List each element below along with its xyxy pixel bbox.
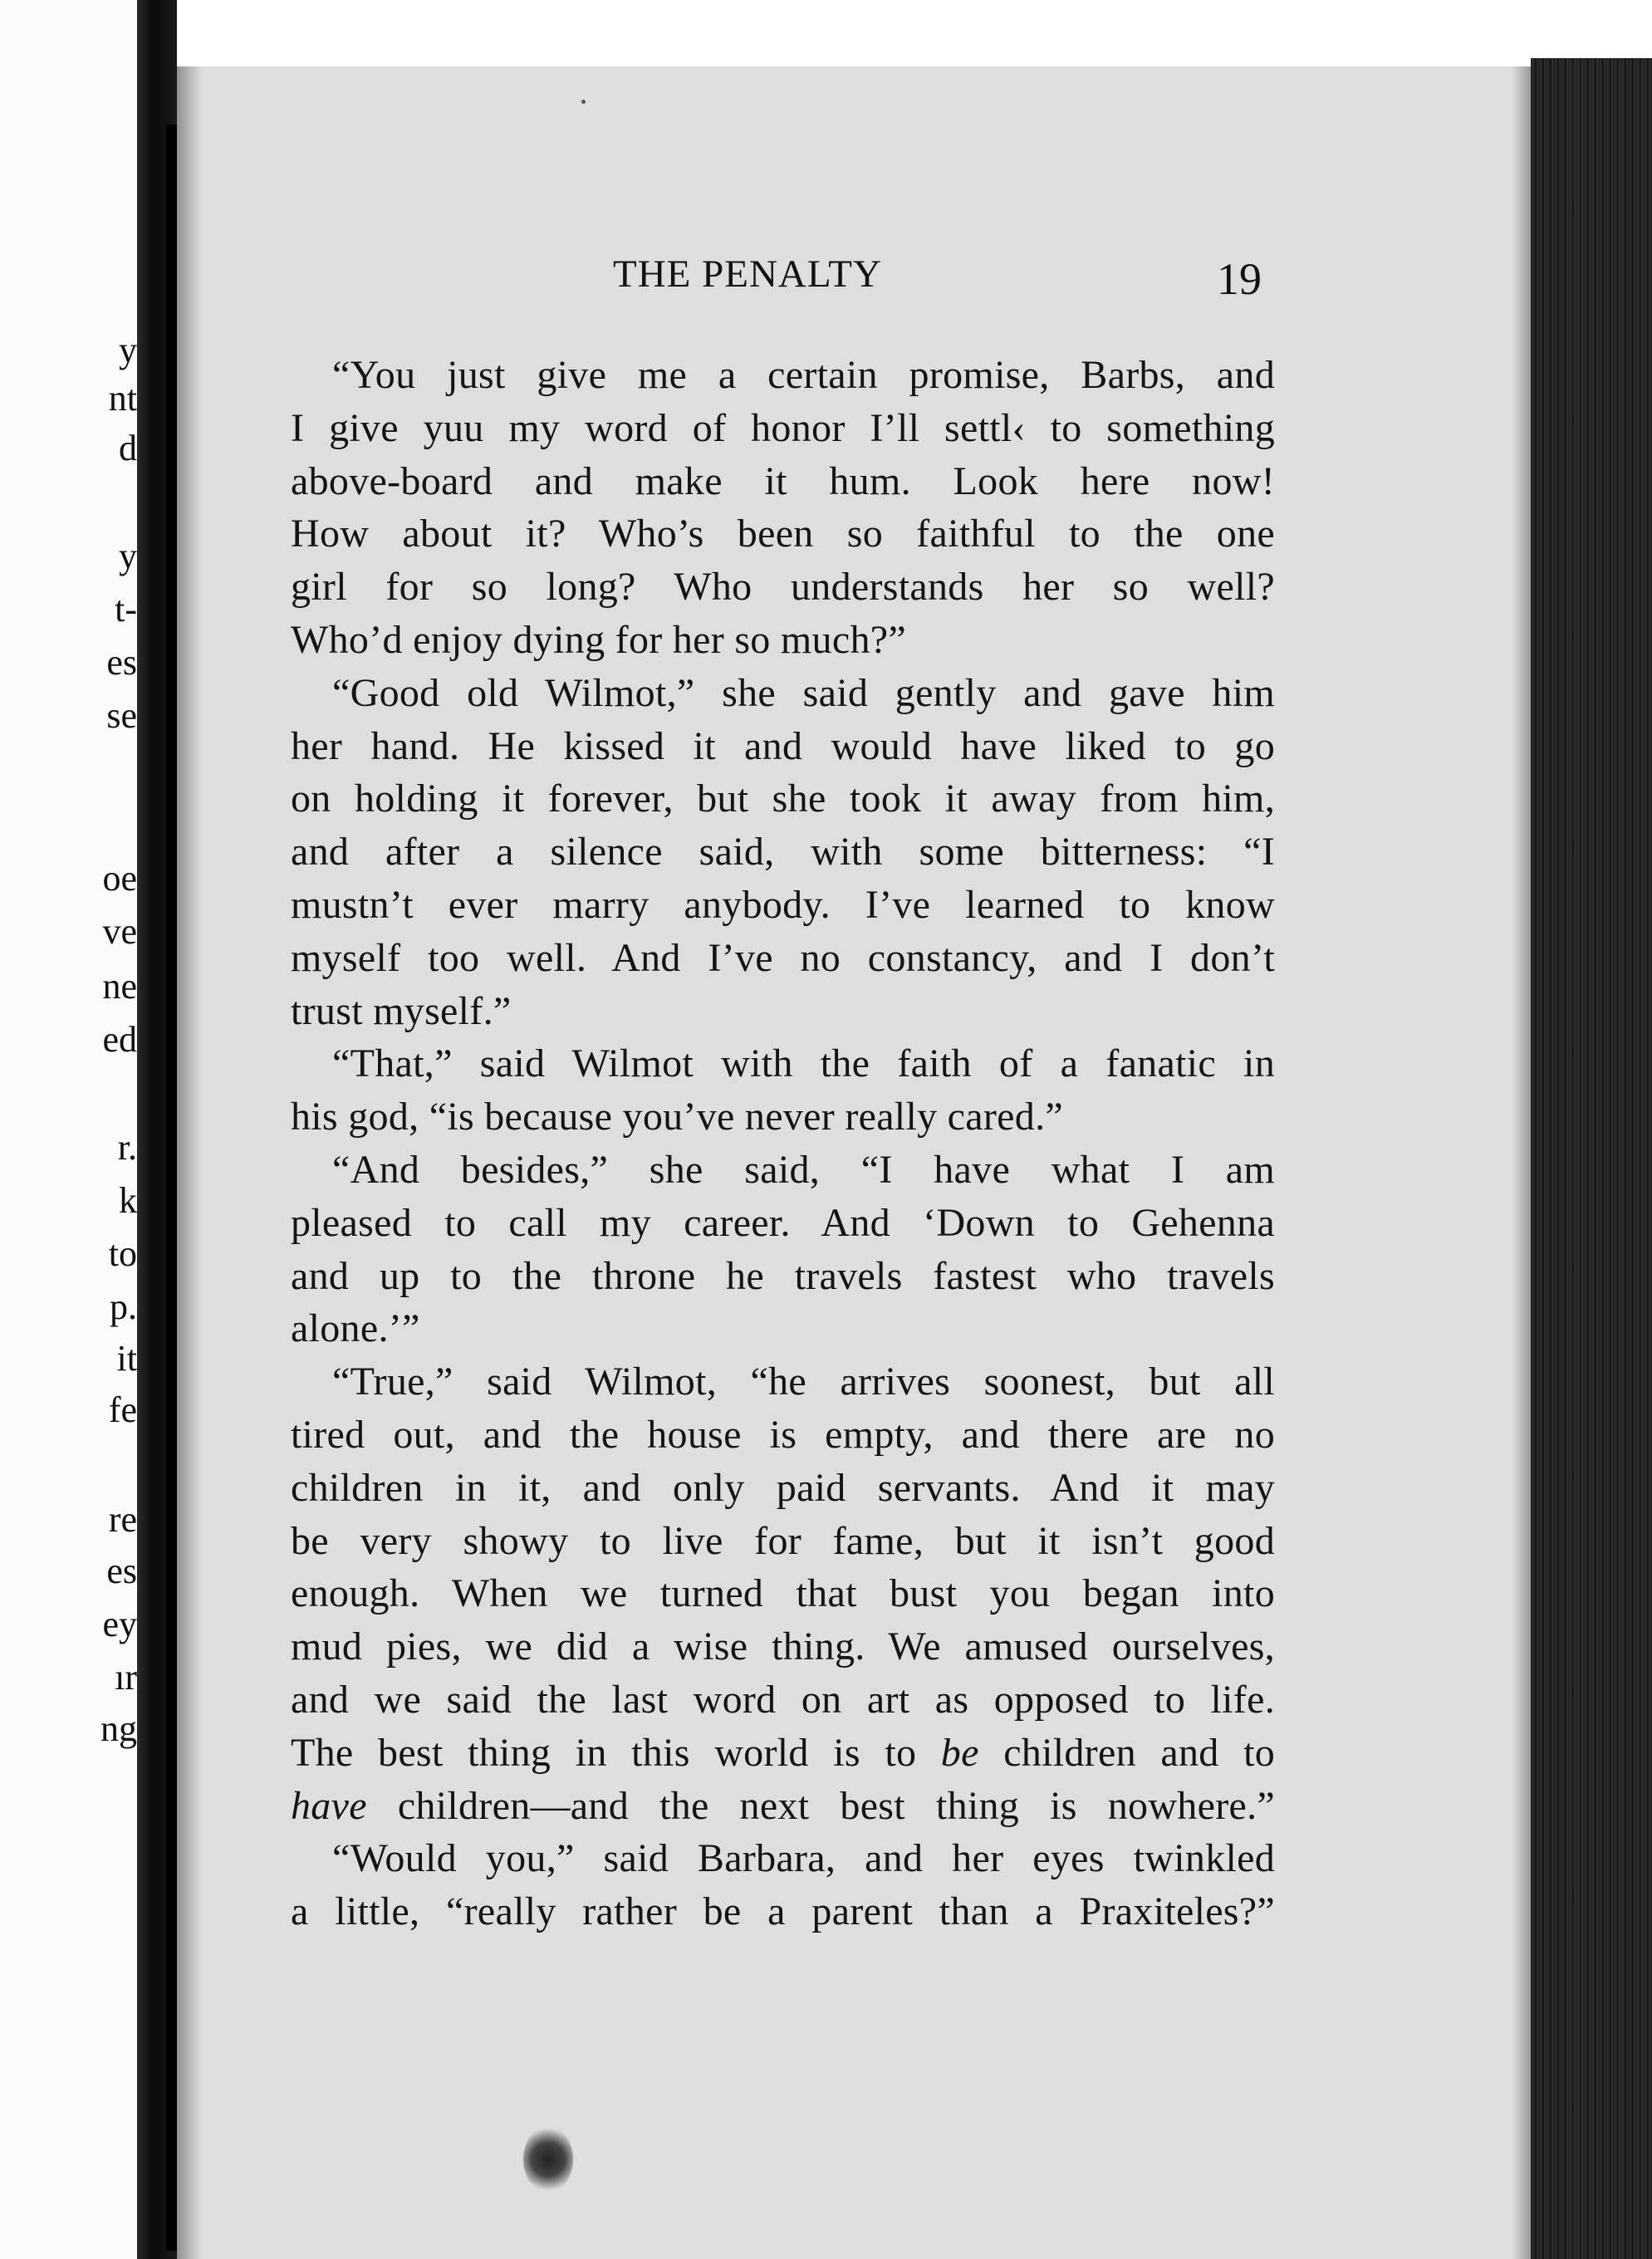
text-line-mixed	[291, 1780, 1275, 1833]
text-line: a little, “really rather be a parent than a Praxiteles?”	[291, 1889, 1275, 1934]
left-fragment: r.	[117, 1127, 137, 1168]
text-line: and we said the last word on art as opposed to life.	[291, 1677, 1275, 1722]
left-fragment: to	[108, 1233, 137, 1274]
speck	[581, 100, 586, 104]
left-fragment: it	[116, 1338, 137, 1379]
text-line: I give yuu my word of honor I’ll settl‹ to something	[291, 405, 1275, 450]
text-line: enough. When we turned that bust you began into	[291, 1571, 1275, 1616]
text-line-mixed	[291, 1727, 1275, 1780]
text-line: children in it, and only paid servants. And it may	[291, 1465, 1275, 1510]
text-line: tired out, and the house is empty, and there are no	[291, 1412, 1275, 1457]
text-line: “You just give me a certain promise, Barbs, and	[332, 353, 1275, 397]
text-line: How about it? Who’s been so faithful to the one	[291, 512, 1275, 556]
running-title: THE PENALTY	[613, 252, 882, 296]
left-fragment: ve	[102, 911, 137, 952]
left-fragment: es	[106, 642, 137, 683]
left-fragment: d	[119, 428, 137, 468]
page-outer-edge	[1512, 66, 1531, 2259]
left-fragment: y	[119, 330, 137, 370]
left-fragment: y	[119, 536, 137, 576]
text-line: alone.’”	[291, 1306, 420, 1351]
text-line: “Good old Wilmot,” she said gently and gave him	[332, 670, 1275, 715]
text-line: mustn’t ever marry anybody. I’ve learned to know	[291, 882, 1275, 927]
book-page-edges	[1531, 58, 1652, 2259]
text-line: and after a silence said, with some bitterness: “I	[291, 830, 1275, 875]
left-fragment: se	[106, 695, 137, 736]
text-run: The best thing in this world is to	[291, 1730, 917, 1775]
left-fragment: ey	[102, 1604, 137, 1644]
ink-smudge	[523, 2126, 573, 2193]
text-line: on holding it forever, but she took it away from him,	[291, 777, 1275, 821]
left-fragment: re	[108, 1499, 137, 1540]
text-line: pleased to call my career. And ‘Down to Gehenna	[291, 1200, 1275, 1245]
left-fragment: p.	[110, 1286, 137, 1327]
left-fragment: oe	[102, 858, 137, 899]
text-run: children and to	[1003, 1730, 1276, 1775]
text-line: “And besides,” she said, “I have what I am	[332, 1147, 1275, 1192]
text-line: Who’d enjoy dying for her so much?”	[291, 617, 906, 662]
text-line: his god, “is because you’ve never really cared.”	[291, 1095, 1063, 1139]
text-line: mud pies, we did a wise thing. We amused ourselves,	[291, 1624, 1275, 1669]
left-fragment: es	[106, 1551, 137, 1591]
left-fragment: t-	[115, 589, 137, 630]
italic-word: have	[291, 1783, 367, 1828]
page-inner-shadow	[177, 66, 202, 2259]
text-line: and up to the throne he travels fastest who travels	[291, 1253, 1275, 1298]
left-fragment: ng	[100, 1708, 137, 1749]
background-top-right	[1531, 0, 1652, 58]
text-line: “True,” said Wilmot, “he arrives soonest, but all	[332, 1360, 1275, 1404]
left-fragment: ed	[102, 1019, 137, 1060]
left-fragment: fe	[108, 1389, 137, 1430]
left-fragment: ne	[102, 966, 137, 1007]
body-text	[291, 349, 1275, 1938]
page-number: 19	[1217, 254, 1262, 304]
text-line: above-board and make it hum. Look here now!	[291, 458, 1275, 503]
text-line: “That,” said Wilmot with the faith of a fanatic in	[332, 1041, 1275, 1086]
left-fragment: ır	[115, 1657, 137, 1698]
text-line: be very showy to live for fame, but it isn’t good	[291, 1518, 1275, 1563]
left-page-text-fragments	[0, 0, 137, 2259]
text-line: her hand. He kissed it and would have liked to go	[291, 723, 1275, 768]
gutter-shadow	[166, 125, 178, 2251]
text-line: “Would you,” said Barbara, and her eyes twinkled	[332, 1836, 1275, 1881]
left-fragment: nt	[108, 378, 137, 419]
text-run: children—and the next best thing is nowhere.”	[397, 1783, 1275, 1828]
text-line: myself too well. And I’ve no constancy, and I don’t	[291, 935, 1275, 980]
left-fragment: k	[119, 1180, 137, 1221]
text-line: trust myself.”	[291, 988, 512, 1033]
text-line: girl for so long? Who understands her so well?	[291, 565, 1275, 610]
italic-word: be	[940, 1730, 979, 1775]
